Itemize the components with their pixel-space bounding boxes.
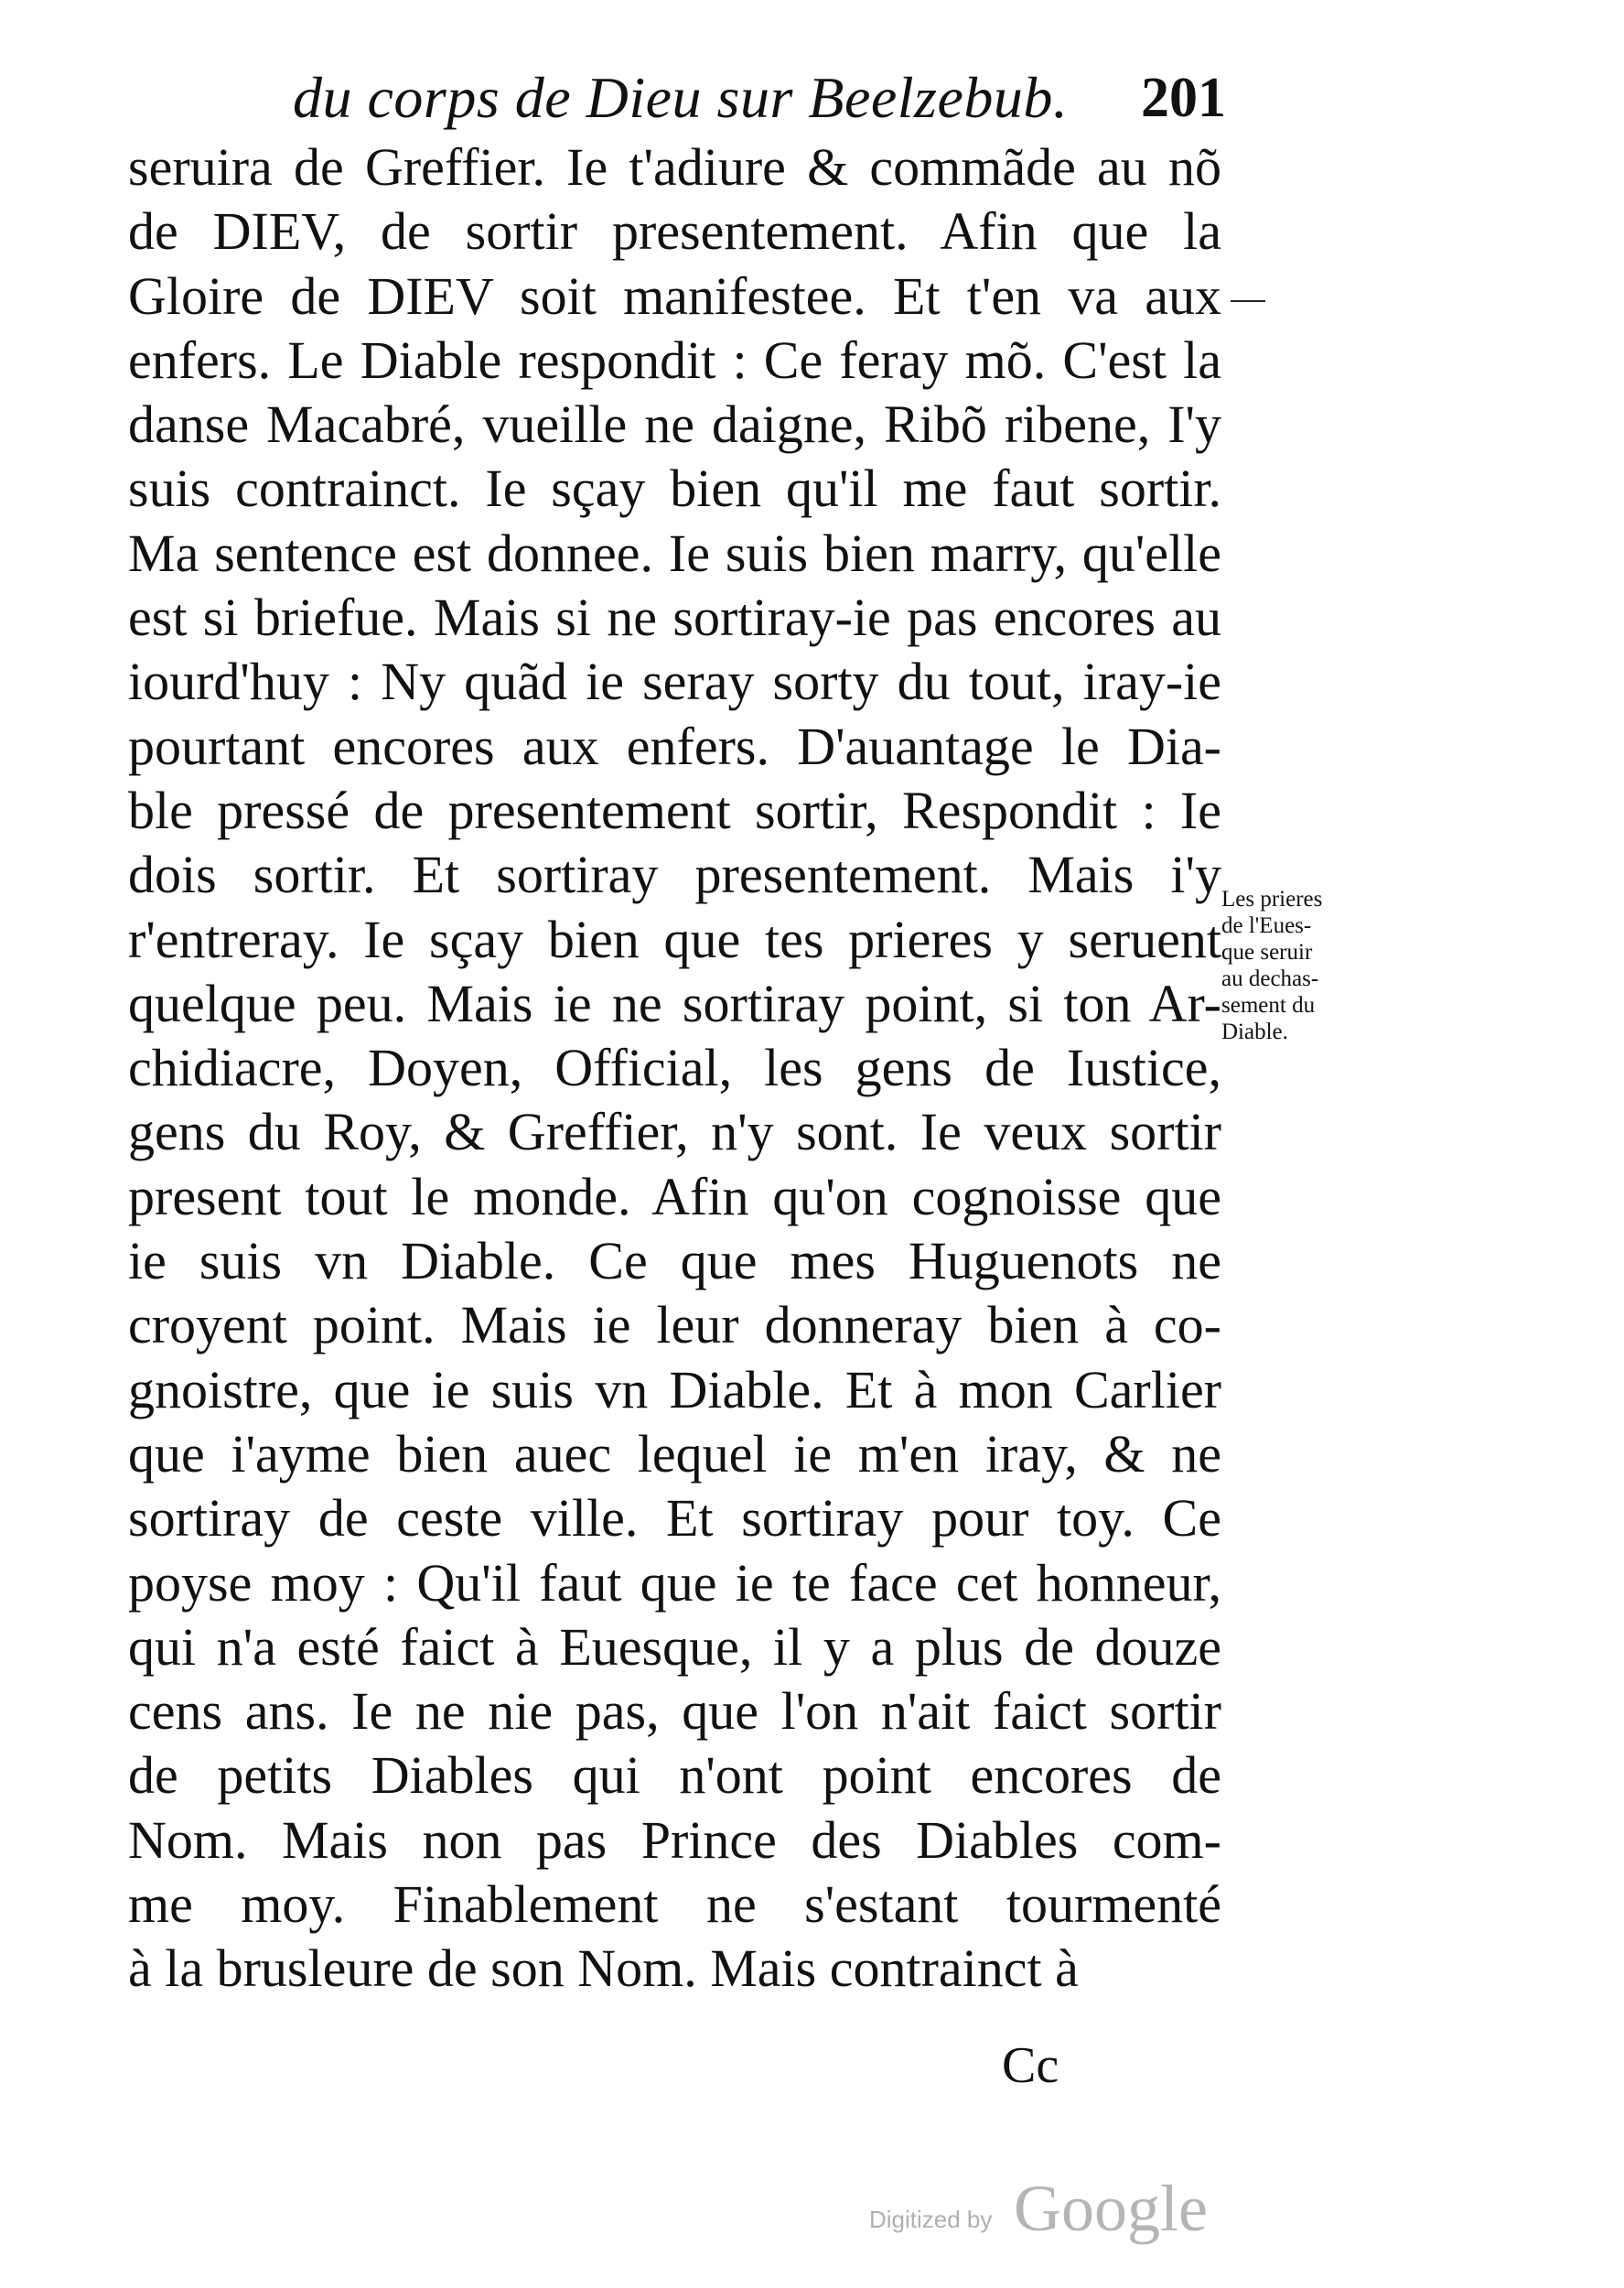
- text-line: que i'ayme bien auec lequel ie m'en iray, & ne: [128, 1423, 1221, 1484]
- text-line: Nom. Mais non pas Prince des Diables com-: [128, 1809, 1221, 1870]
- text-line: dois sortir. Et sortiray presentement. Mais i'y: [128, 845, 1221, 905]
- text-line: chidiacre, Doyen, Official, les gens de Iustice,: [128, 1038, 1221, 1098]
- text-line: pourtant encores aux enfers. D'auantage le Dia-: [128, 716, 1221, 776]
- text-line: gnoistre, que ie suis vn Diable. Et à mon Carlier: [128, 1359, 1221, 1419]
- margin-note-line: de l'Eues-: [1221, 913, 1312, 938]
- text-line: iourd'huy : Ny quãd ie seray sorty du tout, iray-ie: [128, 652, 1221, 712]
- digitized-by-label: Digitized by: [869, 2206, 993, 2233]
- digitized-by-watermark: [869, 2167, 1235, 2250]
- text-line: Gloire de DIEV soit manifestee. Et t'en va aux: [128, 265, 1221, 326]
- margin-note-line: Diable.: [1221, 1020, 1288, 1044]
- text-line: de DIEV, de sortir presentement. Afin que la: [128, 201, 1221, 262]
- body-text: [128, 135, 1221, 2002]
- text-line: danse Macabré, vueille ne daigne, Ribõ ribene, I'y: [128, 394, 1221, 455]
- text-line: cens ans. Ie ne nie pas, que l'on n'ait faict sortir: [128, 1681, 1221, 1742]
- signature-mark: Cc: [1002, 2037, 1059, 2094]
- text-line: seruira de Greffier. Ie t'adiure & commãde au nõ: [128, 137, 1221, 197]
- margin-note-line: au dechas-: [1221, 966, 1319, 991]
- text-line: à la brusleure de son Nom. Mais contrainct à: [128, 1938, 1079, 1999]
- running-title: du corps de Dieu sur Beelzebub.: [293, 65, 1069, 130]
- margin-note-line: sement du: [1221, 993, 1316, 1018]
- text-line: Ma sentence est donnee. Ie suis bien marry, qu'elle: [128, 523, 1221, 583]
- text-line: sortiray de ceste ville. Et sortiray pour toy. Ce: [128, 1488, 1221, 1549]
- text-line: est si briefue. Mais si ne sortiray-ie pas encores au: [128, 588, 1221, 648]
- text-line: suis contrainct. Ie sçay bien qu'il me faut sortir.: [128, 459, 1221, 519]
- margin-note-line: que seruir: [1221, 940, 1313, 965]
- text-line: r'entreray. Ie sçay bien que tes prieres y seruent: [128, 909, 1221, 969]
- text-line: quelque peu. Mais ie ne sortiray point, si ton Ar-: [128, 973, 1221, 1033]
- text-line: qui n'a esté faict à Euesque, il y a plus de douze: [128, 1616, 1221, 1677]
- page-number: 201: [1141, 67, 1226, 129]
- text-line: poyse moy : Qu'il faut que ie te face cet honneur,: [128, 1552, 1221, 1613]
- running-head: [293, 57, 1226, 139]
- margin-note: [1221, 886, 1377, 1045]
- text-line: ble pressé de presentement sortir, Respondit : Ie: [128, 780, 1221, 840]
- text-line: ie suis vn Diable. Ce que mes Huguenots ne: [128, 1231, 1221, 1291]
- text-line: enfers. Le Diable respondit : Ce feray mõ. C'est la: [128, 329, 1221, 390]
- margin-rule: [1231, 300, 1265, 302]
- text-line: gens du Roy, & Greffier, n'y sont. Ie veux sortir: [128, 1102, 1221, 1162]
- margin-note-line: Les prieres: [1221, 887, 1323, 912]
- text-line: croyent point. Mais ie leur donneray bien à co-: [128, 1295, 1221, 1355]
- text-line: de petits Diables qui n'ont point encores de: [128, 1745, 1221, 1806]
- text-line: present tout le monde. Afin qu'on cognoisse que: [128, 1166, 1221, 1226]
- text-line: me moy. Finablement ne s'estant tourmenté: [128, 1874, 1221, 1935]
- google-logo: Google: [1014, 2172, 1208, 2245]
